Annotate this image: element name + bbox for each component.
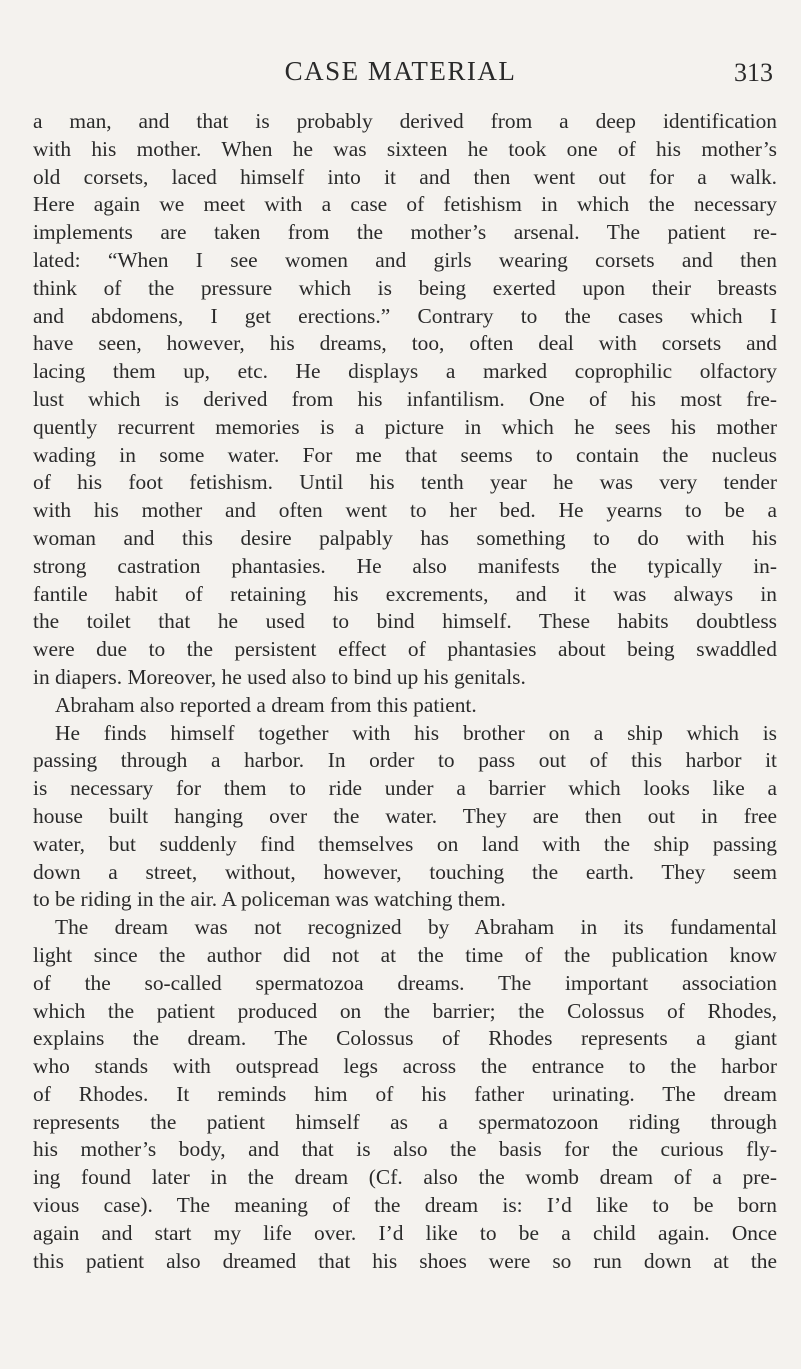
body-text [33, 108, 777, 1275]
text-line: who stands with outspread legs across the entrance to the harbor [33, 1054, 777, 1079]
paragraph [33, 692, 777, 720]
text-line: He finds himself together with his brother on a ship which is [55, 720, 777, 745]
text-line: in diapers. Moreover, he used also to bind up his genitals. [33, 664, 526, 689]
text-line: is necessary for them to ride under a barrier which looks like a [33, 776, 777, 801]
text-line: think of the pressure which is being exerted upon their breasts [33, 275, 777, 300]
text-line: his mother’s body, and that is also the basis for the curious fly- [33, 1137, 777, 1162]
text-line: this patient also dreamed that his shoes were so run down at the [33, 1248, 777, 1273]
text-line: Here again we meet with a case of fetishism in which the necessary [33, 192, 777, 217]
text-line: vious case). The meaning of the dream is: I’d like to be born [33, 1193, 777, 1218]
text-line: have seen, however, his dreams, too, often deal with corsets and [33, 331, 777, 356]
text-line: The dream was not recognized by Abraham in its fundamental [55, 915, 777, 940]
text-line: implements are taken from the mother’s arsenal. The patient re- [33, 220, 777, 245]
text-line: lated: “When I see women and girls wearing corsets and then [33, 247, 777, 272]
text-line: woman and this desire palpably has something to do with his [33, 525, 777, 550]
text-line: down a street, without, however, touching the earth. They seem [33, 859, 777, 884]
text-line: lust which is derived from his infantilism. One of his most fre- [33, 386, 777, 411]
text-line: of his foot fetishism. Until his tenth year he was very tender [33, 470, 777, 495]
text-line: a man, and that is probably derived from a deep identification [33, 109, 777, 133]
text-line: water, but suddenly find themselves on land with the ship passing [33, 831, 777, 856]
text-line: light since the author did not at the time of the publication know [33, 942, 777, 967]
text-line: of the so-called spermatozoa dreams. The important association [33, 970, 777, 995]
running-title: CASE MATERIAL [284, 56, 517, 86]
text-line: explains the dream. The Colossus of Rhodes represents a giant [33, 1026, 777, 1051]
running-head [0, 56, 801, 96]
text-line: to be riding in the air. A policeman was watching them. [33, 887, 506, 912]
text-line: strong castration phantasies. He also manifests the typically in- [33, 553, 777, 578]
text-line: again and start my life over. I’d like to be a child again. Once [33, 1220, 777, 1245]
page-number: 313 [734, 58, 773, 87]
paragraph [33, 720, 777, 915]
text-line: ing found later in the dream (Cf. also the womb dream of a pre- [33, 1165, 777, 1190]
text-line: Abraham also reported a dream from this patient. [55, 692, 477, 717]
text-line: with his mother and often went to her bed. He yearns to be a [33, 498, 777, 523]
paragraph [33, 914, 777, 1275]
text-line: old corsets, laced himself into it and then went out for a walk. [33, 164, 777, 189]
text-line: lacing them up, etc. He displays a marked coprophilic olfactory [33, 359, 777, 384]
text-line: were due to the persistent effect of phantasies about being swaddled [33, 637, 777, 662]
paragraph [33, 108, 777, 692]
text-line: quently recurrent memories is a picture in which he sees his mother [33, 414, 777, 439]
text-line: fantile habit of retaining his excrements, and it was always in [33, 581, 777, 606]
text-line: the toilet that he used to bind himself. These habits doubtless [33, 609, 777, 634]
text-line: which the patient produced on the barrier; the Colossus of Rhodes, [33, 998, 777, 1023]
text-line: of Rhodes. It reminds him of his father urinating. The dream [33, 1081, 777, 1106]
text-line: house built hanging over the water. They are then out in free [33, 803, 777, 828]
text-line: wading in some water. For me that seems to contain the nucleus [33, 442, 777, 467]
text-line: represents the patient himself as a spermatozoon riding through [33, 1109, 777, 1134]
text-line: passing through a harbor. In order to pass out of this harbor it [33, 748, 777, 773]
text-line: and abdomens, I get erections.” Contrary to the cases which I [33, 303, 777, 328]
text-line: with his mother. When he was sixteen he took one of his mother’s [33, 136, 777, 161]
